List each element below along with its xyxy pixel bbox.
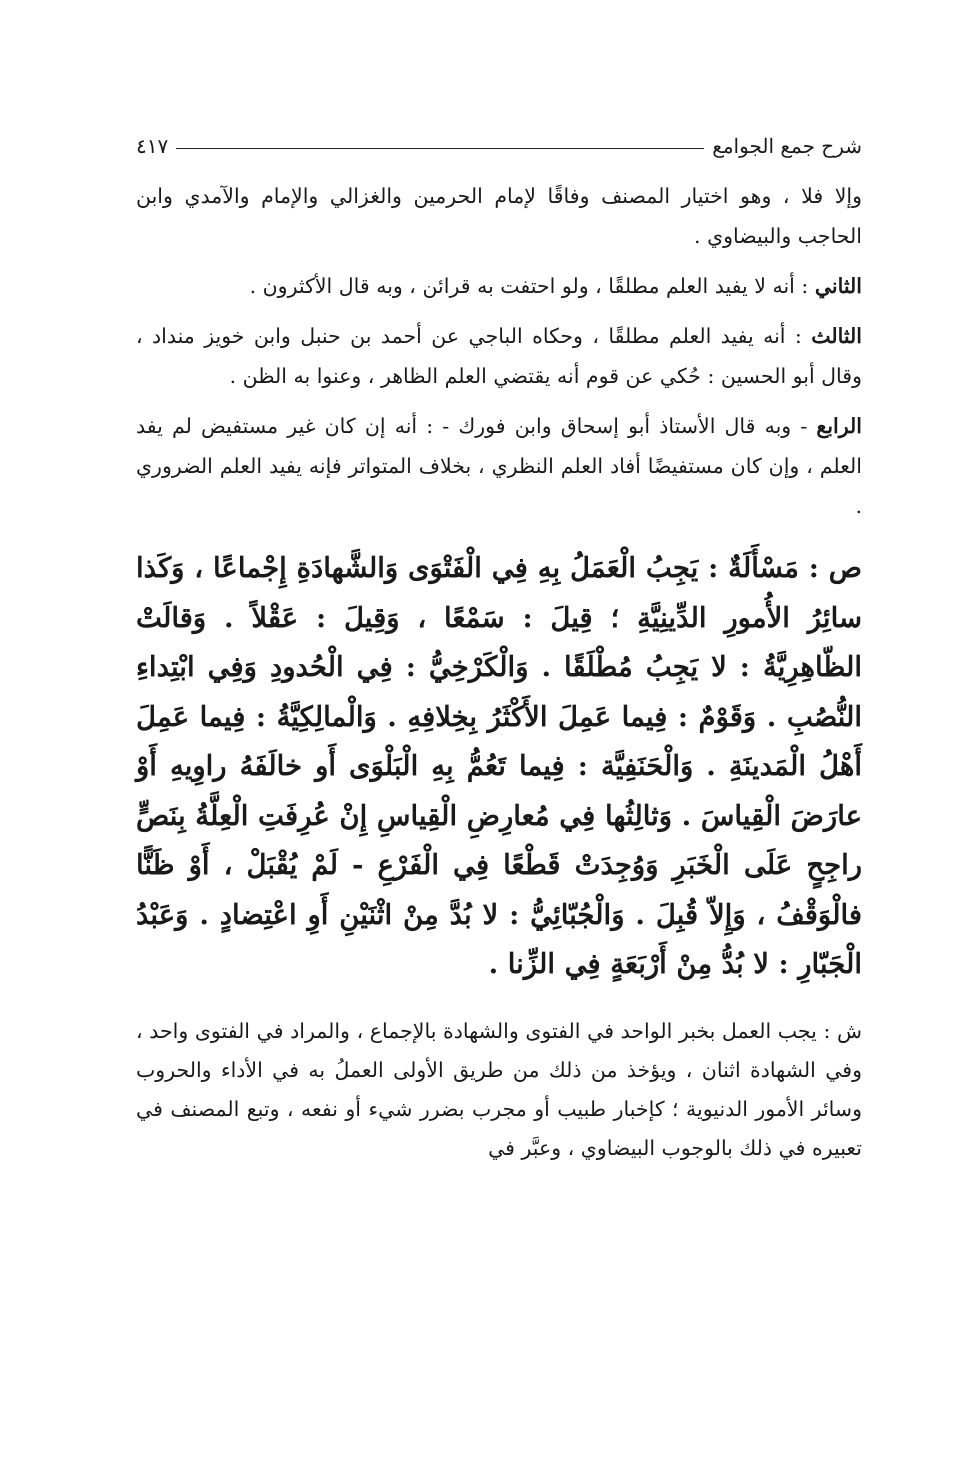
paragraph-label: الرابع: [816, 414, 862, 438]
paragraph-label: الثالث: [811, 324, 862, 348]
page-number: ٤١٧: [136, 134, 169, 158]
paragraph-text: : أنه يفيد العلم مطلقًا ، وحكاه الباجي عن أحمد بن حنبل وابن خويز منداد ، وقال أبو الحسين : حُكي عن قوم أنه يقتضي العلم الظاهر ، وعنوا به الظن .: [136, 324, 862, 388]
paragraph-text: وإلا فلا ، وهو اختيار المصنف وفاقًا لإمام الحرمين والغزالي والإمام والآمدي وابن الحاجب والبيضاوي .: [136, 184, 862, 248]
paragraph-text: - وبه قال الأستاذ أبو إسحاق وابن فورك - : أنه إن كان غير مستفيض لم يفد العلم ، وإن كان مستفيضًا أفاد العلم النظري ، بخلاف المتواتر فإنه يفيد العلم الضروري .: [136, 414, 862, 518]
book-page: [136, 126, 862, 1168]
sharh-text: ش : يجب العمل بخبر الواحد في الفتوى والشهادة بالإجماع ، والمراد في الفتوى واحد ، وفي الشهادة اثنان ، ويؤخذ من ذلك من طريق الأولى العملُ به في الأداء والحروب وسائر الأمور الدنيوية ؛ كإخبار طبيب أو مجرب بضرر شيء أو نفعه ، وتبع المصنف في تعبيره في ذلك بالوجوب البيضاوي ، وعبَّر في: [136, 1018, 862, 1160]
paragraph-text: : أنه لا يفيد العلم مطلقًا ، ولو احتفت به قرائن ، وبه قال الأكثرون .: [249, 274, 815, 298]
header-rule: [176, 148, 704, 149]
paragraph-second-opinion: [136, 266, 862, 306]
paragraph-fourth-opinion: [136, 406, 862, 526]
matn-text: ص : مَسْأَلَةٌ : يَجِبُ الْعَمَلُ بِهِ فِي الْفَتْوَى وَالشَّهادَةِ إِجْماعًا ، وَكَذا سائِرُ الأُمورِ الدِّينِيَّةِ ؛ قِيلَ : سَمْعًا ، وَقِيلَ : عَقْلاً . وَقالَتْ الظّاهِرِيَّةُ : لا يَجِبُ مُطْلَقًا . وَالْكَرْخِيُّ : فِي الْحُدودِ وَفِي ابْتِداءِ النُّصُبِ . وَقَوْمٌ : فِيما عَمِلَ الأَكْثَرُ بِخِلافِهِ . وَالْمالِكِيَّةُ : فِيما عَمِلَ أَهْلُ الْمَدينَةِ . وَالْحَنَفِيَّة : فِيما تَعُمُّ بِهِ الْبَلْوَى أَو خالَفَهُ راوِيهِ أَوْ عارَضَ الْقِياسَ . وَثالِثُها فِي مُعارِضِ الْقِياسِ إِنْ عُرِفَتِ الْعِلَّةُ بِنَصٍّ راجِحٍ عَلَى الْخَبَرِ وَوُجِدَتْ قَطْعًا فِي الْفَرْعِ - لَمْ يُقْبَلْ ، أَوْ ظَنًّا فالْوَقْفُ ، وَإِلاّ قُبِلَ . وَالْجُبّائِيُّ : لا بُدَّ مِنْ اثْنَيْنِ أَوِ اعْتِضادٍ . وَعَبْدُ الْجَبّارِ : لا بُدُّ مِنْ أَرْبَعَةٍ فِي الزِّنا .: [136, 552, 862, 980]
paragraph-label: الثاني: [814, 274, 862, 298]
running-header: [136, 126, 862, 166]
paragraph-third-opinion: [136, 316, 862, 396]
paragraph-continuation: [136, 176, 862, 256]
running-title: شرح جمع الجوامع: [712, 134, 862, 158]
